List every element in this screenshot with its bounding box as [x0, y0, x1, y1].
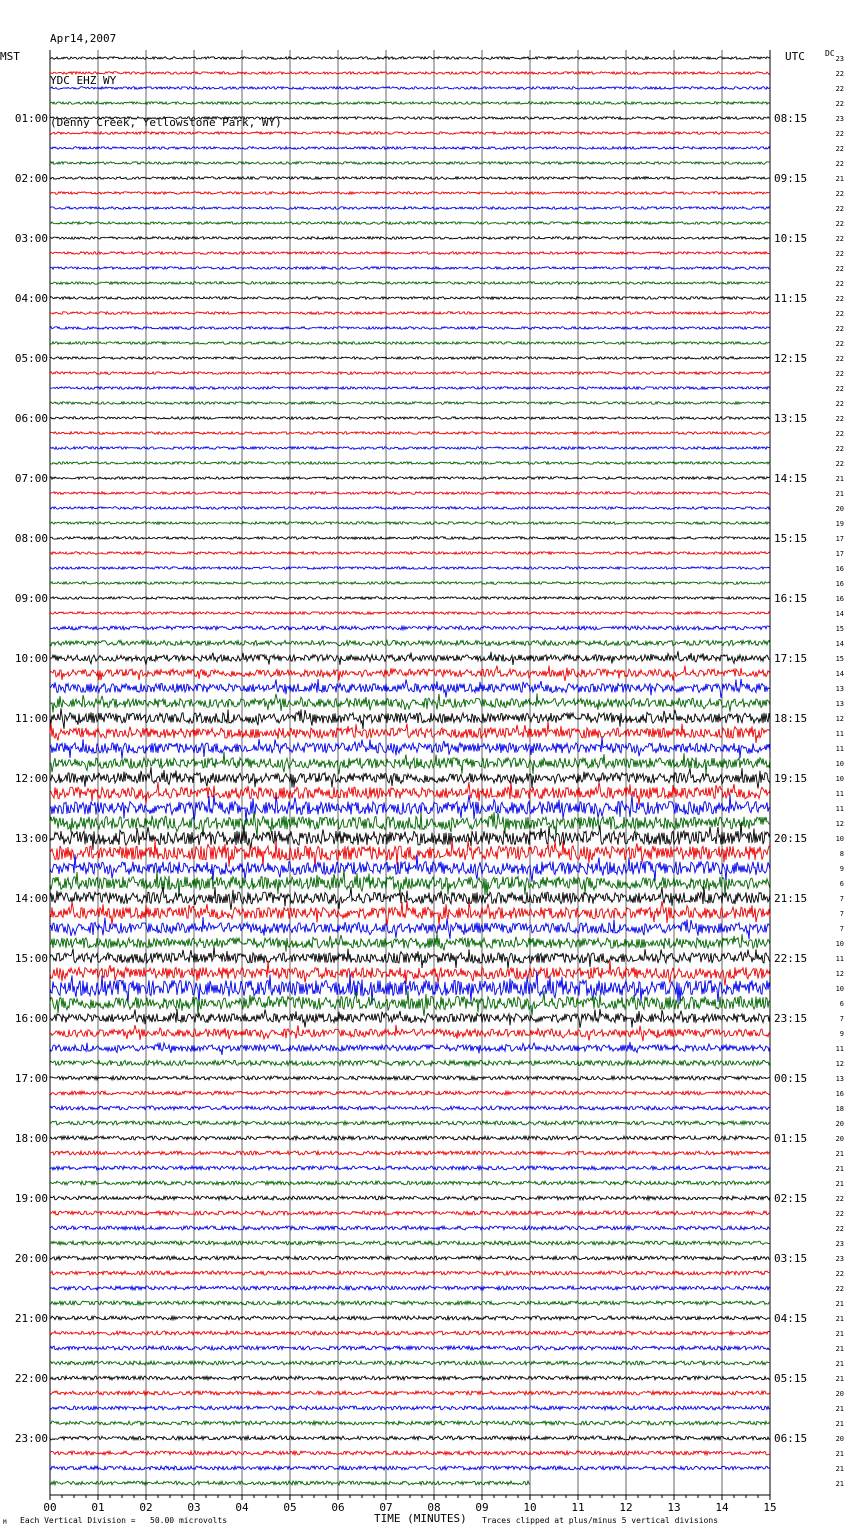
hour-label-mst: 05:00 — [14, 352, 48, 365]
dc-offset-value: 9 — [839, 865, 844, 873]
hour-label-utc: 15:15 — [774, 532, 808, 545]
hour-label-mst: 20:00 — [14, 1252, 48, 1265]
dc-offset-value: 23 — [835, 1255, 844, 1263]
dc-offset-value: 11 — [835, 790, 844, 798]
hour-label-mst: 10:00 — [14, 652, 48, 665]
seismic-trace — [50, 147, 770, 150]
seismic-trace — [50, 1451, 770, 1455]
dc-offset-value: 12 — [835, 820, 844, 828]
dc-offset-value: 13 — [835, 685, 844, 693]
hour-label-mst: 12:00 — [14, 772, 48, 785]
hour-label-utc: 08:15 — [774, 112, 808, 125]
seismic-trace — [50, 1060, 770, 1065]
dc-offset-value: 22 — [835, 220, 844, 228]
seismic-trace — [50, 1151, 770, 1155]
dc-offset-value: 23 — [835, 115, 844, 123]
record-date: Apr14,2007 — [50, 32, 117, 45]
dc-offset-value: 22 — [835, 130, 844, 138]
seismic-trace — [50, 1436, 770, 1440]
hour-label-mst: 22:00 — [14, 1372, 48, 1385]
seismic-trace — [50, 1376, 770, 1380]
seismic-trace — [50, 432, 770, 435]
right-axis-label-utc: UTC — [785, 50, 805, 63]
hour-label-utc: 02:15 — [774, 1192, 808, 1205]
seismic-trace — [50, 1166, 770, 1170]
dc-offset-value: 13 — [835, 1075, 844, 1083]
dc-offset-value: 22 — [835, 160, 844, 168]
hour-label-mst: 14:00 — [14, 892, 48, 905]
dc-offset-value: 22 — [835, 205, 844, 213]
seismic-trace — [50, 537, 770, 540]
hour-label-utc: 01:15 — [774, 1132, 808, 1145]
dc-offset-value: 22 — [835, 85, 844, 93]
dc-offset-value: 21 — [835, 1150, 844, 1158]
dc-offset-value: 21 — [835, 1420, 844, 1428]
hour-label-utc: 19:15 — [774, 772, 808, 785]
hour-label-utc: 00:15 — [774, 1072, 808, 1085]
seismic-trace — [50, 1009, 770, 1028]
x-tick-label: 02 — [139, 1501, 153, 1514]
dc-offset-value: 14 — [835, 670, 844, 678]
seismic-trace — [50, 327, 770, 330]
seismic-trace — [50, 282, 770, 285]
seismic-trace — [50, 297, 770, 300]
dc-offset-value: 17 — [835, 550, 844, 558]
hour-label-mst: 09:00 — [14, 592, 48, 605]
hour-label-mst: 16:00 — [14, 1012, 48, 1025]
dc-offset-value: 21 — [835, 1315, 844, 1323]
hour-label-mst: 18:00 — [14, 1132, 48, 1145]
hour-label-utc: 05:15 — [774, 1372, 808, 1385]
seismic-trace — [50, 372, 770, 375]
seismic-trace — [50, 886, 770, 909]
dc-offset-value: 22 — [835, 460, 844, 468]
dc-offset-value: 21 — [835, 490, 844, 498]
dc-offset-value: 21 — [835, 1360, 844, 1368]
hour-label-utc: 17:15 — [774, 652, 808, 665]
seismic-trace — [50, 917, 770, 939]
seismic-trace — [50, 177, 770, 180]
seismic-trace — [50, 1196, 770, 1200]
seismic-trace — [50, 1091, 770, 1095]
dc-offset-value: 11 — [835, 1045, 844, 1053]
seismic-trace — [50, 947, 770, 969]
x-axis-title: TIME (MINUTES) — [374, 1512, 467, 1525]
seismic-trace — [50, 666, 770, 681]
dc-offset-value: 22 — [835, 280, 844, 288]
seismic-trace — [50, 312, 770, 315]
seismic-trace — [50, 870, 770, 897]
dc-offset-value: 21 — [835, 475, 844, 483]
seismic-trace — [50, 1346, 770, 1350]
seismic-trace — [50, 1331, 770, 1335]
dc-offset-value: 22 — [835, 400, 844, 408]
dc-offset-value: 7 — [839, 910, 844, 918]
hour-label-utc: 11:15 — [774, 292, 808, 305]
left-axis-label-mst: MST — [0, 50, 20, 63]
seismic-trace — [50, 1241, 770, 1245]
seismic-trace — [50, 492, 770, 495]
seismic-trace — [50, 267, 770, 270]
hour-label-mst: 04:00 — [14, 292, 48, 305]
dc-offset-value: 15 — [835, 625, 844, 633]
hour-label-mst: 02:00 — [14, 172, 48, 185]
x-tick-label: 01 — [91, 1501, 105, 1514]
seismic-trace — [50, 933, 770, 951]
seismic-trace — [50, 1406, 770, 1410]
seismic-trace — [50, 417, 770, 420]
hour-label-utc: 14:15 — [774, 472, 808, 485]
hour-label-utc: 10:15 — [774, 232, 808, 245]
x-tick-label: 12 — [619, 1501, 633, 1514]
station-location: (Denny Creek, Yellowstone Park, WY) — [50, 116, 282, 129]
dc-offset-value: 12 — [835, 715, 844, 723]
seismic-trace — [50, 522, 770, 525]
seismic-trace — [50, 1271, 770, 1275]
x-tick-label: 09 — [475, 1501, 489, 1514]
seismic-trace — [50, 447, 770, 450]
seismic-trace — [50, 640, 770, 645]
hour-label-mst: 23:00 — [14, 1432, 48, 1445]
dc-offset-value: 15 — [835, 655, 844, 663]
dc-offset-value: 22 — [835, 100, 844, 108]
seismic-trace — [50, 1316, 770, 1320]
dc-offset-value: 22 — [835, 145, 844, 153]
x-tick-label: 11 — [571, 1501, 585, 1514]
dc-offset-value: 20 — [835, 1120, 844, 1128]
dc-offset-value: 22 — [835, 445, 844, 453]
seismic-trace — [50, 1361, 770, 1365]
seismic-trace — [50, 357, 770, 360]
x-tick-label: 06 — [331, 1501, 345, 1514]
hour-label-utc: 22:15 — [774, 952, 808, 965]
seismic-trace — [50, 207, 770, 210]
dc-offset-value: 7 — [839, 925, 844, 933]
hour-label-utc: 09:15 — [774, 172, 808, 185]
x-tick-label: 15 — [763, 1501, 777, 1514]
seismic-trace — [50, 192, 770, 195]
seismic-trace — [50, 507, 770, 510]
corner-mark: M — [3, 1519, 7, 1526]
dc-offset-value: 22 — [835, 1270, 844, 1278]
dc-offset-value: 6 — [839, 1000, 844, 1008]
dc-offset-value: 10 — [835, 760, 844, 768]
dc-offset-value: 22 — [835, 385, 844, 393]
dc-offset-value: 19 — [835, 520, 844, 528]
dc-offset-value: 22 — [835, 1195, 844, 1203]
seismic-trace — [50, 1421, 770, 1425]
seismic-trace — [50, 752, 770, 774]
dc-offset-value: 22 — [835, 190, 844, 198]
seismic-trace — [50, 1121, 770, 1125]
dc-offset-value: 7 — [839, 895, 844, 903]
x-tick-label: 05 — [283, 1501, 297, 1514]
dc-offset-value: 10 — [835, 775, 844, 783]
seismic-trace — [50, 1466, 770, 1470]
dc-offset-value: 23 — [835, 55, 844, 63]
hour-label-utc: 13:15 — [774, 412, 808, 425]
dc-offset-value: 8 — [839, 850, 844, 858]
dc-offset-value: 22 — [835, 310, 844, 318]
dc-offset-value: 22 — [835, 70, 844, 78]
dc-offset-value: 21 — [835, 1375, 844, 1383]
seismic-trace — [50, 708, 770, 729]
dc-offset-value: 7 — [839, 1015, 844, 1023]
scale-note: Each Vertical Division = 50.00 microvolts — [20, 1516, 228, 1525]
dc-offset-value: 20 — [835, 1390, 844, 1398]
seismic-trace — [50, 462, 770, 465]
hour-label-mst: 08:00 — [14, 532, 48, 545]
seismic-trace — [50, 1136, 770, 1140]
seismic-trace — [50, 342, 770, 345]
seismic-trace — [50, 901, 770, 925]
dc-offset-value: 22 — [835, 355, 844, 363]
dc-offset-value: 13 — [835, 700, 844, 708]
seismic-trace — [50, 477, 770, 480]
hour-label-mst: 01:00 — [14, 112, 48, 125]
dc-offset-value: 16 — [835, 595, 844, 603]
x-tick-label: 07 — [379, 1501, 393, 1514]
dc-offset-value: 21 — [835, 175, 844, 183]
chart-header — [50, 4, 282, 144]
dc-offset-value: 20 — [835, 1435, 844, 1443]
clip-note: Traces clipped at plus/minus 5 vertical divisions — [482, 1516, 719, 1525]
dc-offset-value: 22 — [835, 370, 844, 378]
dc-offset-value: 14 — [835, 640, 844, 648]
seismic-trace — [50, 1286, 770, 1290]
hour-label-utc: 23:15 — [774, 1012, 808, 1025]
seismic-trace — [50, 252, 770, 255]
dc-offset-value: 21 — [835, 1345, 844, 1353]
seismic-trace — [50, 794, 770, 822]
dc-offset-value: 21 — [835, 1300, 844, 1308]
seismic-trace — [50, 1256, 770, 1260]
dc-offset-value: 22 — [835, 430, 844, 438]
seismic-trace — [50, 679, 770, 698]
dc-offset-value: 21 — [835, 1480, 844, 1488]
dc-offset-value: 22 — [835, 265, 844, 273]
seismic-trace — [50, 693, 770, 712]
seismic-trace — [50, 1076, 770, 1080]
hour-label-utc: 18:15 — [774, 712, 808, 725]
dc-offset-value: 10 — [835, 985, 844, 993]
dc-offset-value: 11 — [835, 805, 844, 813]
station-code: YDC EHZ WY — [50, 74, 117, 87]
seismic-trace — [50, 567, 770, 570]
dc-offset-value: 12 — [835, 970, 844, 978]
dc-offset-value: 22 — [835, 1225, 844, 1233]
seismic-trace — [50, 651, 770, 665]
dc-offset-value: 21 — [835, 1405, 844, 1413]
seismic-trace — [50, 1106, 770, 1110]
dc-offset-value: 20 — [835, 1135, 844, 1143]
dc-offset-value: 6 — [839, 880, 844, 888]
seismic-trace — [50, 1211, 770, 1215]
dc-offset-value: 21 — [835, 1165, 844, 1173]
hour-label-utc: 06:15 — [774, 1432, 808, 1445]
dc-label: DC — [825, 49, 835, 58]
seismic-trace — [50, 1025, 770, 1041]
dc-offset-value: 11 — [835, 955, 844, 963]
seismic-trace — [50, 582, 770, 585]
dc-offset-value: 11 — [835, 745, 844, 753]
hour-label-utc: 12:15 — [774, 352, 808, 365]
hour-label-mst: 13:00 — [14, 832, 48, 845]
hour-label-mst: 11:00 — [14, 712, 48, 725]
hour-label-utc: 04:15 — [774, 1312, 808, 1325]
dc-offset-value: 16 — [835, 580, 844, 588]
seismic-trace — [50, 1226, 770, 1230]
dc-offset-value: 22 — [835, 1285, 844, 1293]
seismic-trace — [50, 722, 770, 743]
hour-label-utc: 03:15 — [774, 1252, 808, 1265]
dc-offset-value: 22 — [835, 235, 844, 243]
dc-offset-value: 22 — [835, 415, 844, 423]
seismic-trace — [50, 237, 770, 240]
dc-offset-value: 22 — [835, 250, 844, 258]
seismic-trace — [50, 222, 770, 225]
dc-offset-value: 14 — [835, 610, 844, 618]
dc-offset-value: 22 — [835, 1210, 844, 1218]
dc-offset-value: 18 — [835, 1105, 844, 1113]
seismic-trace — [50, 781, 770, 805]
dc-offset-value: 23 — [835, 1240, 844, 1248]
seismic-trace — [50, 387, 770, 390]
hour-label-mst: 21:00 — [14, 1312, 48, 1325]
hour-label-utc: 16:15 — [774, 592, 808, 605]
x-tick-label: 14 — [715, 1501, 729, 1514]
dc-offset-value: 9 — [839, 1030, 844, 1038]
seismic-trace — [50, 552, 770, 555]
seismic-trace — [50, 597, 770, 600]
dc-offset-value: 22 — [835, 295, 844, 303]
x-tick-label: 03 — [187, 1501, 201, 1514]
dc-offset-value: 21 — [835, 1330, 844, 1338]
dc-offset-value: 17 — [835, 535, 844, 543]
seismic-trace — [50, 612, 770, 615]
dc-offset-value: 21 — [835, 1450, 844, 1458]
hour-label-mst: 07:00 — [14, 472, 48, 485]
seismic-trace — [50, 1301, 770, 1305]
hour-label-mst: 17:00 — [14, 1072, 48, 1085]
dc-offset-value: 10 — [835, 835, 844, 843]
seismic-trace — [50, 1391, 770, 1395]
dc-offset-value: 16 — [835, 1090, 844, 1098]
seismic-trace — [50, 840, 770, 868]
x-tick-label: 10 — [523, 1501, 537, 1514]
seismic-trace — [50, 1181, 770, 1185]
dc-offset-value: 21 — [835, 1180, 844, 1188]
hour-label-mst: 15:00 — [14, 952, 48, 965]
dc-offset-value: 22 — [835, 325, 844, 333]
seismic-trace — [50, 737, 770, 759]
dc-offset-value: 22 — [835, 340, 844, 348]
seismic-trace — [50, 162, 770, 165]
dc-offset-value: 12 — [835, 1060, 844, 1068]
seismic-trace — [50, 402, 770, 405]
x-tick-label: 13 — [667, 1501, 681, 1514]
dc-offset-value: 21 — [835, 1465, 844, 1473]
hour-label-utc: 21:15 — [774, 892, 808, 905]
x-tick-label: 04 — [235, 1501, 249, 1514]
hour-label-utc: 20:15 — [774, 832, 808, 845]
hour-label-mst: 19:00 — [14, 1192, 48, 1205]
hour-label-mst: 03:00 — [14, 232, 48, 245]
dc-offset-value: 10 — [835, 940, 844, 948]
seismic-trace — [50, 1042, 770, 1055]
dc-offset-value: 11 — [835, 730, 844, 738]
seismic-trace — [50, 626, 770, 630]
hour-label-mst: 06:00 — [14, 412, 48, 425]
dc-offset-value: 20 — [835, 505, 844, 513]
dc-offset-value: 16 — [835, 565, 844, 573]
x-tick-label: 08 — [427, 1501, 441, 1514]
x-tick-label: 00 — [43, 1501, 57, 1514]
